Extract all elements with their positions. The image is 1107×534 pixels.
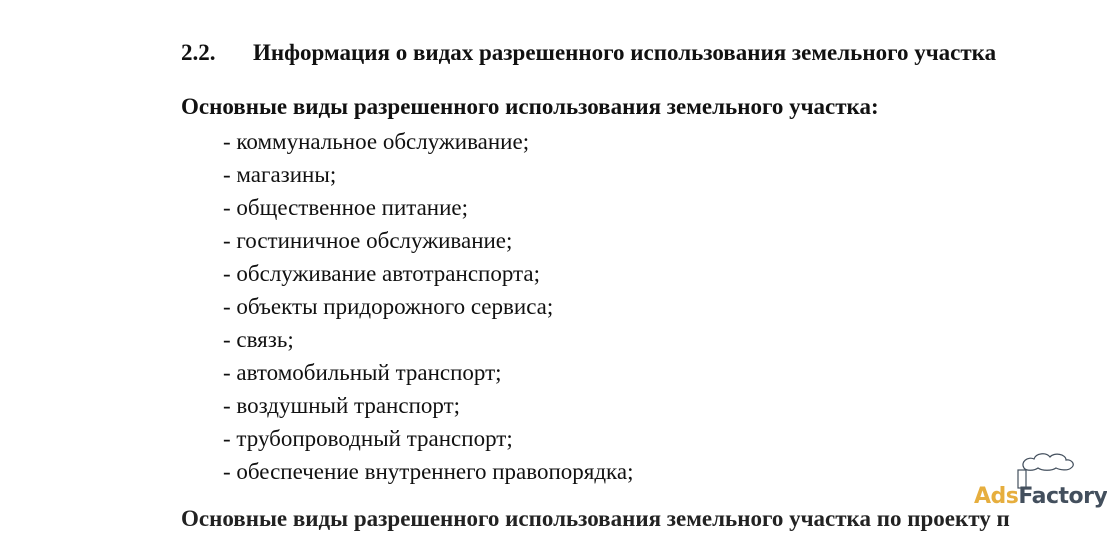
list-item: - общественное питание;	[223, 195, 469, 220]
section-heading	[181, 38, 996, 68]
main-uses-list	[223, 125, 633, 488]
list-item: - связь;	[223, 327, 294, 352]
list-item: - коммунальное обслуживание;	[223, 129, 530, 154]
list-item: - гостиничное обслуживание;	[223, 228, 513, 253]
section-title: Информация о видах разрешенного использования земельного участка	[253, 40, 997, 65]
factory-smoke-icon	[968, 448, 1100, 488]
list-item: - магазины;	[223, 162, 337, 187]
watermark-text	[974, 484, 1107, 509]
watermark-ads: Ads	[974, 484, 1019, 509]
watermark-factory: Factory	[1018, 484, 1107, 509]
list-item: - обеспечение внутреннего правопорядка;	[223, 459, 634, 484]
list-item: - автомобильный транспорт;	[223, 360, 502, 385]
list-item: - объекты придорожного сервиса;	[223, 294, 554, 319]
cut-off-heading: Основные виды разрешенного использования земельного участка по проекту п	[181, 506, 1010, 531]
list-item: - воздушный транспорт;	[223, 393, 461, 418]
list-item: - обслуживание автотранспорта;	[223, 261, 540, 286]
list-item: - трубопроводный транспорт;	[223, 426, 513, 451]
section-number: 2.2.	[181, 40, 216, 65]
main-uses-heading: Основные виды разрешенного использования земельного участка:	[181, 94, 879, 119]
watermark-logo	[968, 448, 1107, 514]
